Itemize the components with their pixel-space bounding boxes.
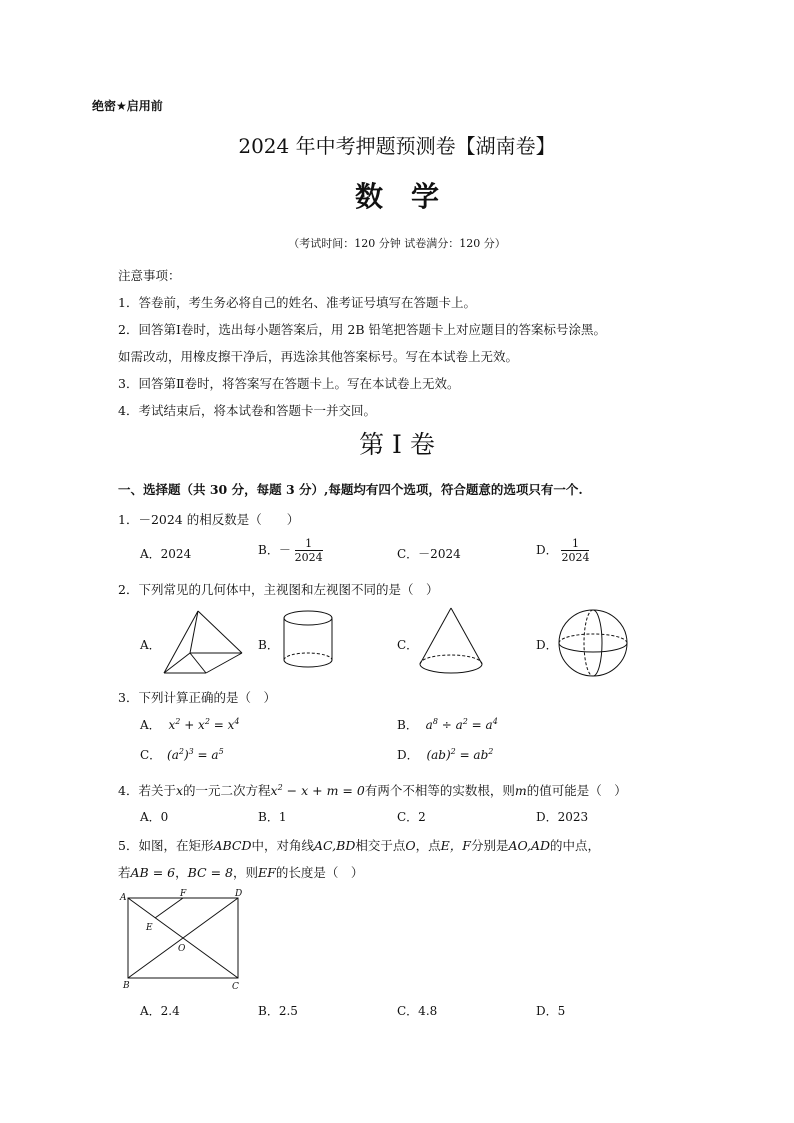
q5-stem-line1: 5．如图，在矩形ABCD中，对角线AC,BD相交于点O，点E，F分别是AO,AD的中点， — [118, 838, 601, 853]
exam-title: 2024 年中考押题预测卷【湖南卷】 — [238, 134, 556, 158]
q5-option-a: A．2.4 — [140, 1004, 180, 1018]
label-f: F — [180, 889, 187, 899]
label-e: E — [146, 923, 153, 933]
q5-option-c: C．4.8 — [397, 1004, 438, 1018]
fraction: $\frac{1}{2024}$ — [561, 537, 590, 564]
q3-option-a: A． $x^2 + x^2 = x^4$ — [140, 717, 240, 732]
cone-figure — [418, 606, 484, 676]
q2-option-c: C． — [397, 638, 419, 652]
q4-stem: 4．若关于x的一元二次方程$x^2 - x + m = 0$有两个不相等的实数根，则m的值可能是（ ） — [118, 782, 627, 798]
label-c: C — [232, 982, 239, 992]
q1-option-d: D． $\frac{1}{2024}$ — [536, 537, 590, 564]
q5-option-b: B．2.5 — [258, 1004, 298, 1018]
q4-option-a: A．0 — [140, 810, 169, 824]
volume-heading: 第 I 卷 — [359, 430, 435, 459]
q5-stem-line2: 若AB = 6，BC = 8，则EF的长度是（ ） — [118, 865, 364, 880]
notes-heading: 注意事项： — [118, 268, 181, 283]
section-heading: 一、选择题（共 30 分，每题 3 分）,每题均有四个选项，符合题意的选项只有一个. — [118, 482, 583, 497]
q4-option-b: B．1 — [258, 810, 287, 824]
cylinder-figure — [282, 610, 334, 670]
label-a: A — [120, 893, 127, 903]
q1-stem: 1．－2024 的相反数是（ ） — [118, 512, 300, 527]
q2-option-b: B． — [258, 638, 279, 652]
confidential-label: 绝密★启用前 — [92, 99, 163, 113]
label-d: D — [235, 889, 243, 899]
q4-option-d: D．2023 — [536, 810, 589, 824]
q5-option-d: D．5 — [536, 1004, 566, 1018]
q1-option-a: A．2024 — [140, 547, 192, 561]
fraction: $\frac{1}{2024}$ — [294, 537, 323, 564]
notes-item: 2．回答第Ⅰ卷时，选出每小题答案后，用 2B 铅笔把答题卡上对应题目的答案标号涂黑。 — [118, 322, 606, 337]
label-o: O — [178, 944, 186, 954]
q3-option-c: C． $(a^2)^3 = a^5$ — [140, 747, 224, 762]
q4-option-c: C．2 — [397, 810, 426, 824]
label-b: B — [123, 981, 130, 991]
prism-figure — [164, 609, 244, 675]
exam-meta: （考试时间：120 分钟 试卷满分：120 分） — [288, 237, 506, 250]
q3-option-b: B． $a^8 \div a^2 = a^4$ — [397, 717, 498, 732]
q1-option-c: C．－2024 — [397, 547, 461, 561]
notes-item: 4．考试结束后，将本试卷和答题卡一并交回。 — [118, 403, 376, 418]
subject-title: 数学 — [354, 180, 467, 213]
notes-item: 3．回答第Ⅱ卷时，将答案写在答题卡上。写在本试卷上无效。 — [118, 376, 460, 391]
q1-option-b: B．－ $\frac{1}{2024}$ — [258, 537, 323, 564]
q3-stem: 3．下列计算正确的是（ ） — [118, 690, 276, 705]
notes-block — [118, 262, 698, 424]
q2-option-d: D． — [536, 638, 558, 652]
rectangle-figure — [120, 888, 250, 994]
q3-option-d: D． $(ab)^2 = ab^2$ — [397, 747, 494, 762]
notes-item: 如需改动，用橡皮擦干净后，再选涂其他答案标号。写在本试卷上无效。 — [118, 349, 519, 364]
sphere-figure — [558, 608, 630, 680]
q2-stem: 2．下列常见的几何体中，主视图和左视图不同的是（ ） — [118, 582, 439, 597]
q2-option-a: A． — [140, 638, 161, 652]
notes-item: 1．答卷前，考生务必将自己的姓名、准考证号填写在答题卡上。 — [118, 295, 476, 310]
